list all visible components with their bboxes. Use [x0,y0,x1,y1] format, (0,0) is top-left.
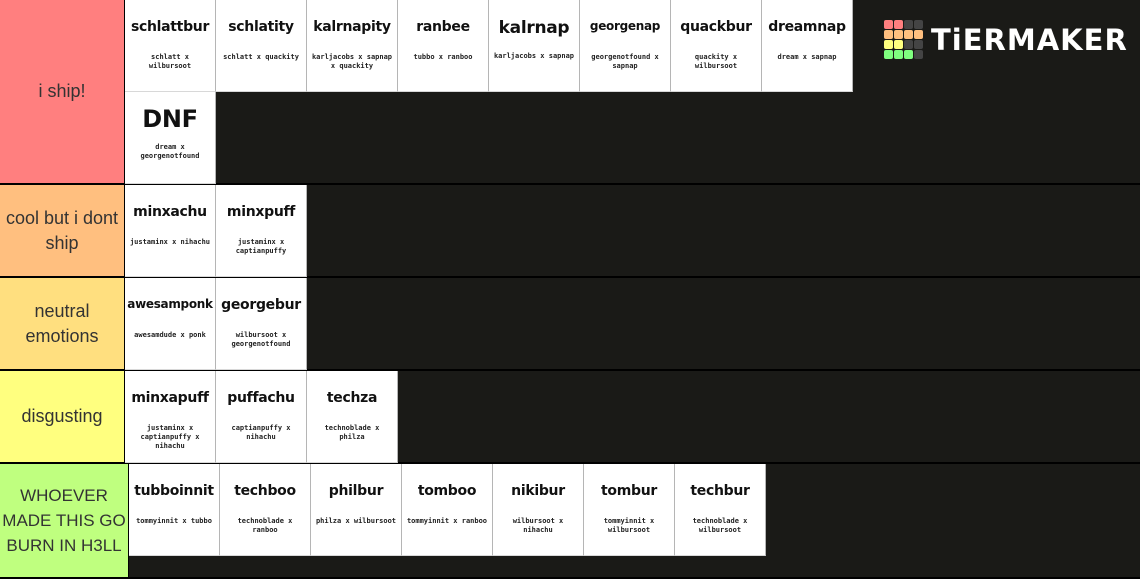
item-title: schlattbur [130,19,210,35]
tier-item[interactable] [216,0,307,92]
tier-item[interactable] [220,464,311,556]
tier-row-disgusting [0,371,1140,464]
tier-label: neutral emotions [0,278,125,369]
item-subtitle: karljacobs x sapnap x quackity [311,53,393,70]
tier-label: i ship! [0,0,125,183]
tier-item[interactable] [216,371,307,463]
item-subtitle: tommyinnit x wilbursoot [603,517,655,534]
tier-row-neutral-emotions [0,278,1140,371]
tier-items [129,464,829,577]
tier-label: disgusting [0,371,125,462]
tier-item[interactable] [675,464,766,556]
item-title: tombur [601,483,657,499]
item-subtitle: captianpuffy x nihachu [231,424,291,441]
tier-item[interactable] [125,371,216,463]
item-subtitle: justaminx x captianpuffy x nihachu [140,424,200,450]
tier-label: WHOEVER MADE THIS GO BURN IN H3LL [0,464,129,577]
tier-item[interactable] [307,371,398,463]
item-title: minxachu [133,204,207,220]
item-subtitle: tommyinnit x tubbo [136,517,212,525]
item-subtitle: technoblade x ranboo [237,517,293,534]
item-title: schlatity [228,19,294,35]
item-title: techza [326,390,378,406]
item-title: dreamnap [768,19,846,35]
item-title: DNF [142,105,198,133]
tiermaker-logo [884,20,1128,59]
item-subtitle: technoblade x philza [324,424,380,441]
tier-items [125,185,860,276]
item-title: philbur [328,483,384,499]
tier-item[interactable] [489,0,580,92]
item-title: georgenap [589,19,661,33]
item-title: puffachu [227,390,295,406]
item-title: nikibur [511,483,565,499]
item-title: minxapuff [131,390,209,406]
tier-item[interactable] [216,278,307,370]
tier-row-whoever-made-this [0,464,1140,579]
item-subtitle: dream x sapnap [777,53,837,61]
tier-item[interactable] [762,0,853,92]
item-subtitle: dream x georgenotfound [140,143,200,160]
tier-items [125,278,860,369]
item-title: minxpuff [226,204,296,220]
item-title: techboo [234,483,296,499]
item-subtitle: wilbursoot x georgenotfound [231,331,291,348]
tier-items [125,0,860,183]
tier-item[interactable] [398,0,489,92]
tier-item[interactable] [125,185,216,277]
item-subtitle: quackity x wilbursoot [694,53,738,70]
item-subtitle: justaminx x nihachu [129,238,211,246]
item-subtitle: wilbursoot x nihachu [512,517,564,534]
item-subtitle: karljacobs x sapnap [493,52,575,60]
item-subtitle: schlatt x wilbursoot [148,53,192,70]
item-title: awesamponk [127,297,213,311]
tier-item[interactable] [311,464,402,556]
item-subtitle: tommyinnit x ranboo [406,517,488,525]
item-subtitle: justaminx x captianpuffy [235,238,287,255]
tier-item[interactable] [125,278,216,370]
tier-label: cool but i dont ship [0,185,125,276]
item-subtitle: awesamdude x ponk [134,331,206,339]
item-title: georgebur [221,297,301,313]
item-subtitle: tubbo x ranboo [413,53,473,61]
item-title: quackbur [680,19,752,35]
item-subtitle: georgenotfound x sapnap [591,53,659,70]
item-title: ranbee [416,19,470,35]
item-subtitle: technoblade x wilbursoot [692,517,748,534]
tier-item[interactable] [402,464,493,556]
tier-grid-icon [884,20,923,59]
tier-item[interactable] [307,0,398,92]
item-title: tubboinnit [134,483,214,499]
tier-item[interactable] [129,464,220,556]
tier-item[interactable] [671,0,762,92]
tier-item[interactable] [584,464,675,556]
item-subtitle: schlatt x quackity [223,53,299,61]
item-title: kalrnapity [313,19,391,35]
tier-item[interactable] [125,0,216,92]
item-title: tomboo [417,483,477,499]
tier-item[interactable] [216,185,307,277]
item-title: kalrnap [498,18,570,38]
tier-item[interactable] [580,0,671,92]
item-title: techbur [690,483,750,499]
tier-items [125,371,860,462]
item-subtitle: philza x wilbursoot [315,517,397,525]
tier-item[interactable] [493,464,584,556]
tier-item[interactable] [125,92,216,184]
tier-row-cool-but-i-dont-ship [0,185,1140,278]
logo-text: TiERMAKER [931,22,1128,57]
